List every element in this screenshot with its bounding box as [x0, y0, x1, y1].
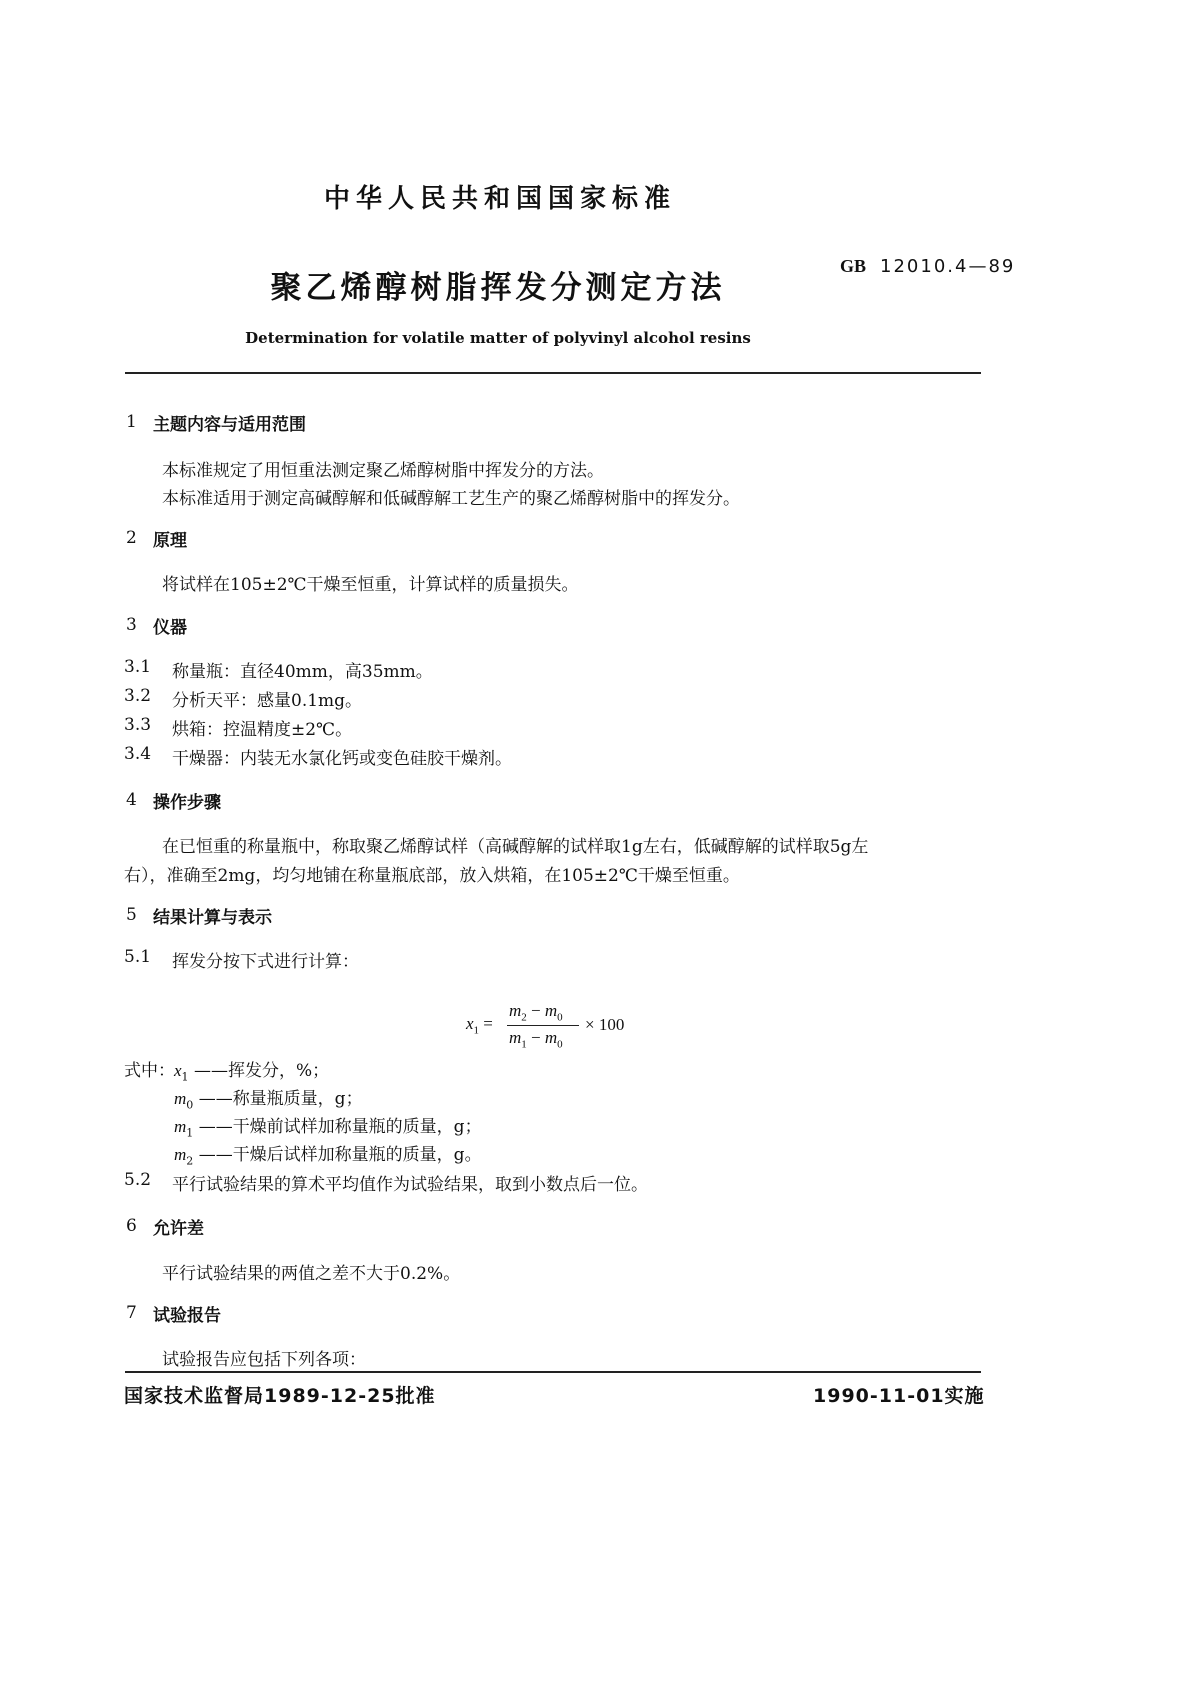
standard-code: 12010.4—89: [880, 256, 1016, 277]
formula-numerator-subscript: 2: [521, 1011, 527, 1024]
section-3-item-number: 3.4: [124, 744, 152, 764]
section-1-para-2: 本标准适用于测定高碱醇解和低碱醇解工艺生产的聚乙烯醇树脂中的挥发分。: [162, 489, 740, 509]
formula-multiplier: × 100: [585, 1015, 625, 1034]
section-2-para-1: 将试样在105±2℃干燥至恒重，计算试样的质量损失。: [162, 575, 579, 595]
definition-row: [174, 1056, 329, 1083]
subsection-5-2-text: 平行试验结果的算术平均值作为试验结果，取到小数点后一位。: [172, 1175, 648, 1195]
section-1-para-1: 本标准规定了用恒重法测定聚乙烯醇树脂中挥发分的方法。: [162, 461, 604, 481]
section-3-title: 仪器: [153, 618, 187, 638]
standard-prefix: GB: [840, 256, 867, 276]
subsection-5-2-number: 5.2: [124, 1170, 152, 1190]
section-2-title: 原理: [153, 531, 187, 551]
definition-text: ——干燥后试样加称量瓶的质量，g。: [198, 1145, 482, 1165]
definition-symbol: x: [174, 1061, 182, 1080]
section-7-para-1: 试验报告应包括下列各项：: [162, 1350, 366, 1370]
section-3-item-number: 3.3: [124, 715, 152, 735]
definition-text: ——干燥前试样加称量瓶的质量，g；: [198, 1117, 482, 1137]
section-4-number: 4: [126, 790, 137, 810]
definition-subscript: 1: [186, 1126, 194, 1140]
section-3-item-text: 称量瓶：直径40mm，高35mm。: [172, 662, 433, 682]
section-4-line-2: 右），准确至2mg，均匀地铺在称量瓶底部，放入烘箱，在105±2℃干燥至恒重。: [124, 866, 740, 886]
formula-lhs-symbol: x: [466, 1014, 474, 1033]
section-5-title: 结果计算与表示: [153, 908, 272, 928]
section-3-item-text: 干燥器：内装无水氯化钙或变色硅胶干燥剂。: [172, 749, 512, 769]
formula-numerator-term: m: [544, 1001, 558, 1020]
formula-numerator-subscript: 0: [557, 1011, 563, 1024]
document-title-zh: 聚乙烯醇树脂挥发分测定方法: [270, 270, 726, 306]
definition-symbol: m: [174, 1145, 187, 1164]
section-6-number: 6: [126, 1216, 137, 1236]
standard-number: [840, 256, 1015, 277]
formula-denominator-subscript: 1: [521, 1038, 527, 1051]
definition-text: ——称量瓶质量，g；: [198, 1089, 363, 1109]
definition-row: [174, 1112, 482, 1139]
section-1-number: 1: [126, 412, 137, 432]
section-3-number: 3: [126, 615, 137, 635]
where-label: 式中：: [124, 1061, 175, 1081]
section-7-title: 试验报告: [153, 1306, 221, 1326]
section-3-item-text: 烘箱：控温精度±2℃。: [172, 720, 353, 740]
section-6-para-1: 平行试验结果的两值之差不大于0.2%。: [162, 1264, 461, 1284]
section-7-number: 7: [126, 1303, 137, 1323]
section-2-number: 2: [126, 528, 137, 548]
section-3-item-number: 3.1: [124, 657, 152, 677]
document-title-en: Determination for volatile matter of polyvinyl alcohol resins: [245, 329, 751, 347]
formula-fraction-bar: [507, 1025, 579, 1026]
effective-date: 1990-11-01实施: [813, 1385, 985, 1407]
section-1-title: 主题内容与适用范围: [153, 415, 306, 435]
definition-row: [174, 1140, 482, 1167]
section-4-line-1: 在已恒重的称量瓶中，称取聚乙烯醇试样（高碱醇解的试样取1g左右，低碱醇解的试样取5g左: [162, 837, 869, 857]
section-3-item-number: 3.2: [124, 686, 152, 706]
section-3-item-text: 分析天平：感量0.1mg。: [172, 691, 363, 711]
definition-text: ——挥发分，%；: [193, 1061, 330, 1081]
section-5-number: 5: [126, 905, 137, 925]
section-6-title: 允许差: [153, 1219, 204, 1239]
formula-denominator: $m_1 - m_0$: [509, 1028, 563, 1051]
approval-date: 国家技术监督局1989-12-25批准: [124, 1385, 436, 1407]
header-rule: [125, 372, 981, 374]
footer-rule: [125, 1371, 981, 1373]
formula-lhs: $x_1$ =: [466, 1014, 493, 1037]
definition-symbol: m: [174, 1117, 187, 1136]
formula-denominator-term: m: [509, 1028, 522, 1047]
definition-subscript: 0: [186, 1098, 194, 1112]
section-4-title: 操作步骤: [153, 793, 221, 813]
formula-lhs-subscript: 1: [473, 1024, 480, 1037]
definition-subscript: 2: [186, 1154, 194, 1168]
formula-numerator: $m_2 - m_0$: [509, 1001, 563, 1024]
formula-denominator-subscript: 0: [557, 1038, 563, 1051]
formula-numerator-term: m: [509, 1001, 522, 1020]
nation-standard-heading: 中华人民共和国国家标准: [323, 184, 676, 214]
subsection-5-1-number: 5.1: [124, 947, 152, 967]
definition-symbol: m: [174, 1089, 187, 1108]
definition-subscript: 1: [181, 1070, 189, 1084]
definition-row: [174, 1084, 363, 1111]
formula-denominator-term: m: [544, 1028, 558, 1047]
subsection-5-1-text: 挥发分按下式进行计算：: [172, 952, 359, 972]
